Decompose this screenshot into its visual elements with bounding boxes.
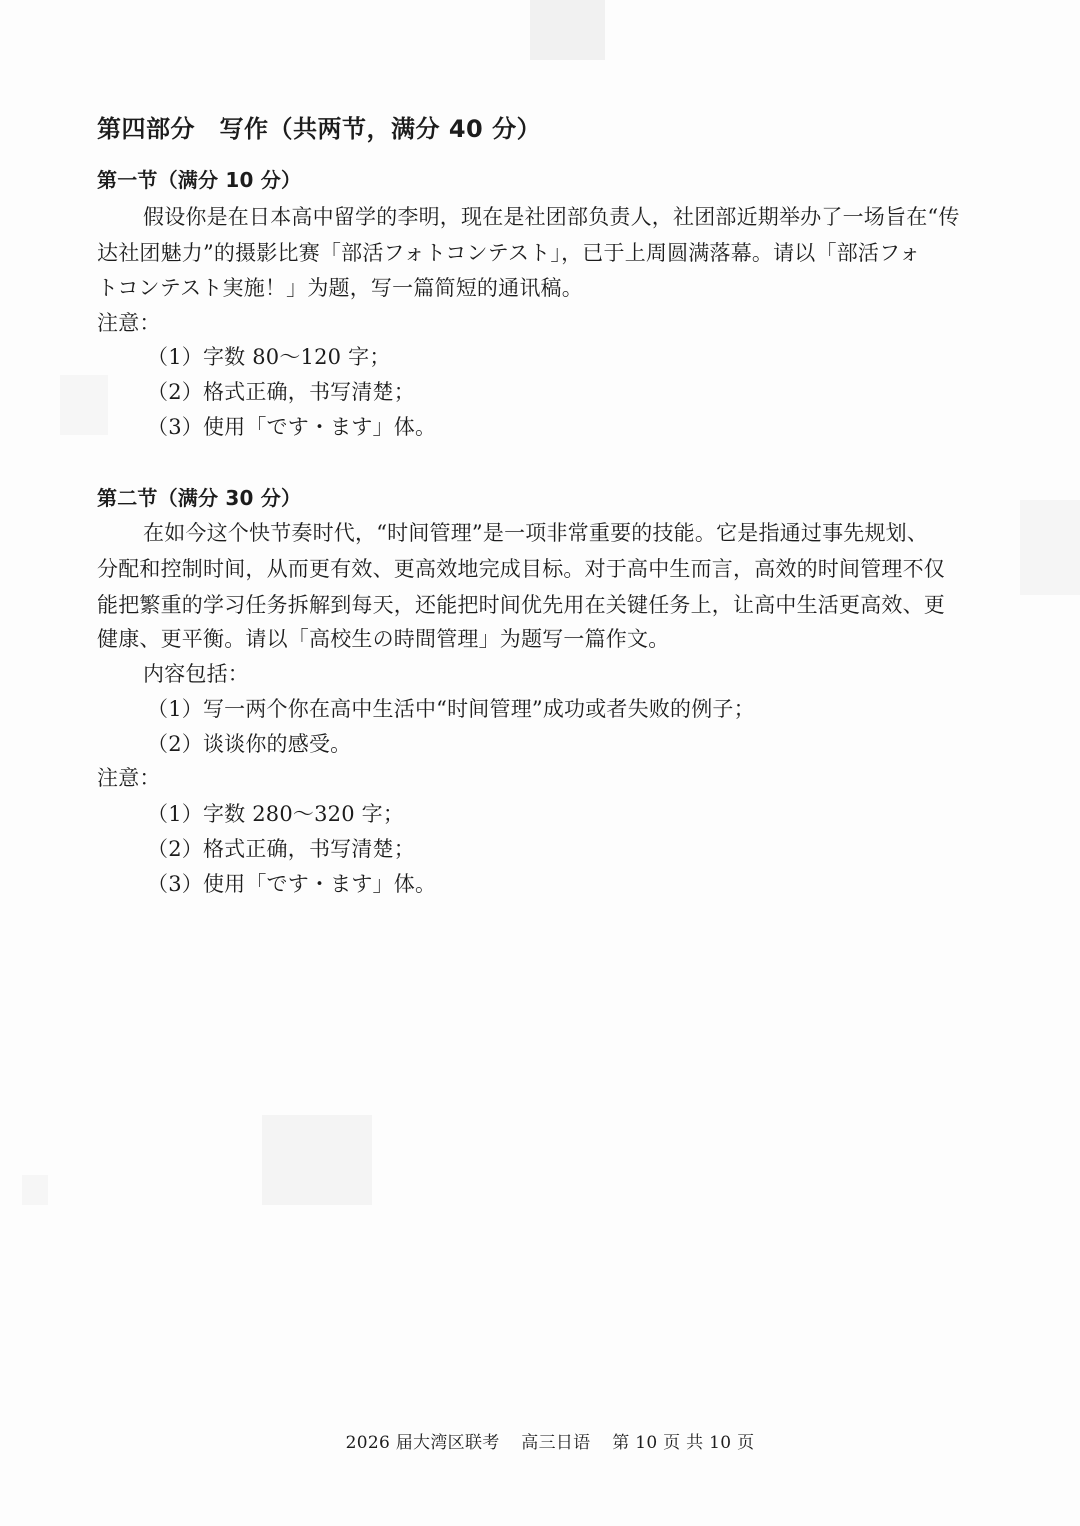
section-1-paragraph-line: 达社团魅力”的摄影比赛「部活フォトコンテスト」，已于上周圆满落幕。请以「部活フォ — [97, 241, 921, 265]
section-1-paragraph-line: 假设你是在日本高中留学的李明，现在是社团部负责人，社团部近期举办了一场旨在“传 — [143, 205, 960, 229]
scan-smudge — [262, 1115, 372, 1205]
footer-subject: 高三日语 — [521, 1433, 591, 1453]
section-1-note-label: 注意： — [97, 311, 161, 335]
part-title: 第四部分 写作（共两节，满分 40 分） — [97, 115, 542, 143]
section-2-paragraph-line: 能把繁重的学习任务拆解到每天，还能把时间优先用在关键任务上，让高中生活更高效、更 — [97, 593, 945, 617]
scan-smudge — [530, 0, 605, 60]
scan-smudge — [60, 375, 108, 435]
section-2-note-item: （2）格式正确，书写清楚； — [147, 837, 415, 861]
section-1-title: 第一节（满分 10 分） — [97, 168, 302, 192]
section-2-content-item: （2）谈谈你的感受。 — [147, 732, 352, 756]
section-1-note-item: （2）格式正确，书写清楚； — [147, 380, 415, 404]
section-2-paragraph-line: 健康、更平衡。请以「高校生の時間管理」为题写一篇作文。 — [97, 627, 670, 651]
section-2-note-label: 注意： — [97, 766, 161, 790]
section-2-paragraph-line: 在如今这个快节奏时代，“时间管理”是一项非常重要的技能。它是指通过事先规划、 — [143, 521, 929, 545]
section-2-content-item: （1）写一两个你在高中生活中“时间管理”成功或者失败的例子； — [147, 697, 755, 721]
scan-smudge — [22, 1175, 48, 1205]
section-2-title: 第二节（满分 30 分） — [97, 486, 302, 510]
section-2-note-item: （3）使用「です・ます」体。 — [147, 872, 437, 896]
section-1-note-item: （3）使用「です・ます」体。 — [147, 415, 437, 439]
section-2-paragraph-line: 分配和控制时间，从而更有效、更高效地完成目标。对于高中生而言，高效的时间管理不仅 — [97, 557, 945, 581]
section-2-content-label: 内容包括： — [143, 662, 249, 686]
footer-exam-name: 2026 届大湾区联考 — [345, 1433, 500, 1453]
section-1-paragraph-line: トコンテスト実施！」为题，写一篇简短的通讯稿。 — [97, 276, 583, 300]
footer-page-info: 第 10 页 共 10 页 — [612, 1433, 755, 1453]
page-footer — [0, 1432, 1080, 1454]
section-1-note-item: （1）字数 80～120 字； — [147, 345, 391, 369]
section-2-note-item: （1）字数 280～320 字； — [147, 802, 405, 826]
